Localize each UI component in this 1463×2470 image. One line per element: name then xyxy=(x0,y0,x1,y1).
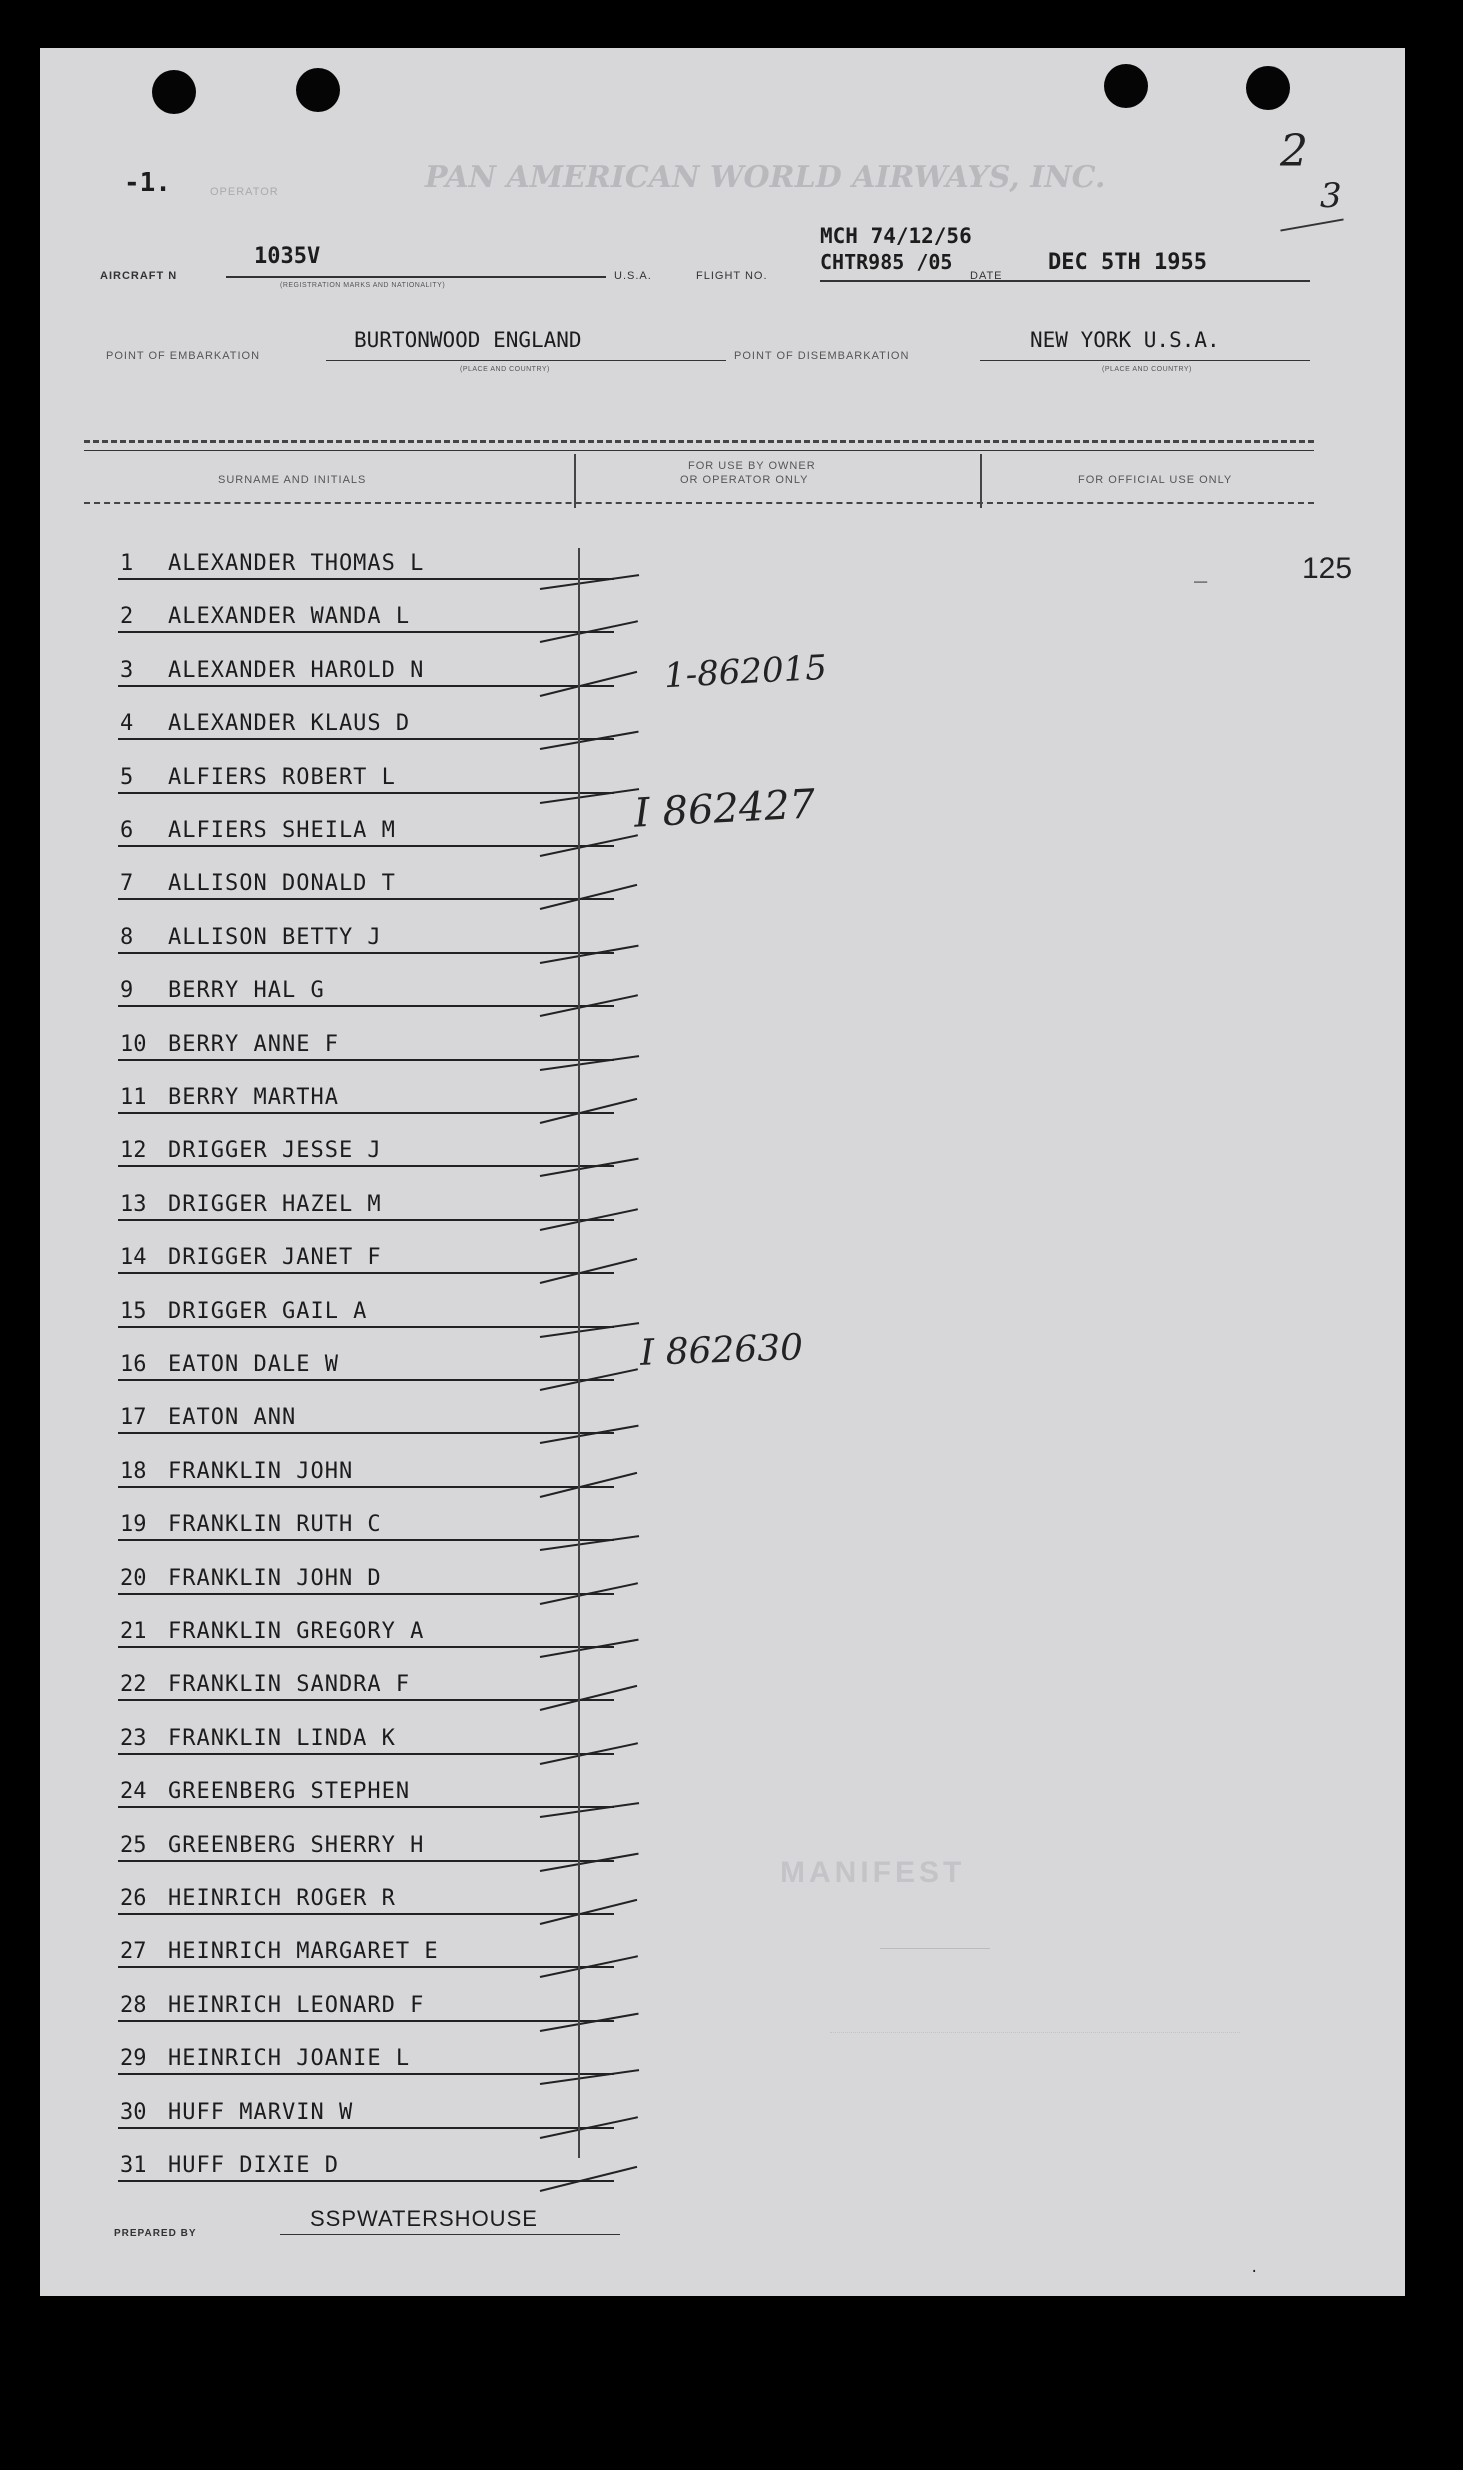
passenger-number: 25 xyxy=(120,1833,147,1858)
disembark-label: POINT OF DISEMBARKATION xyxy=(734,350,910,362)
column-owner-2: OR OPERATOR ONLY xyxy=(680,474,809,486)
passenger-number: 24 xyxy=(120,1779,147,1804)
manifest-page xyxy=(40,48,1405,2296)
passenger-number: 19 xyxy=(120,1512,147,1537)
flight-number: CHTR985 /05 xyxy=(820,250,953,274)
passenger-name: EATON DALE W xyxy=(168,1352,339,1377)
hand-note: I 862427 xyxy=(632,781,817,837)
passenger-name: FRANKLIN JOHN D xyxy=(168,1566,382,1591)
passenger-name: FRANKLIN GREGORY A xyxy=(168,1619,425,1644)
passenger-name: GREENBERG STEPHEN xyxy=(168,1779,411,1804)
disembark-value: NEW YORK U.S.A. xyxy=(1030,328,1220,352)
passenger-row xyxy=(118,1345,614,1381)
passenger-name: ALEXANDER WANDA L xyxy=(168,604,411,629)
aircraft-number: 1035V xyxy=(254,244,321,269)
passenger-row xyxy=(118,2039,614,2075)
page-mark-top: 2 xyxy=(1280,126,1308,177)
header-dashed-rule xyxy=(84,440,1314,443)
passenger-name: FRANKLIN RUTH C xyxy=(168,1512,382,1537)
passenger-row xyxy=(118,1719,614,1755)
passenger-number: 31 xyxy=(120,2153,147,2178)
aircraft-label: AIRCRAFT N xyxy=(100,270,178,282)
embark-label: POINT OF EMBARKATION xyxy=(106,350,261,362)
passenger-row xyxy=(118,864,614,900)
passenger-row xyxy=(118,1826,614,1862)
passenger-name: DRIGGER HAZEL M xyxy=(168,1192,382,1217)
passenger-number: 16 xyxy=(120,1352,147,1377)
passenger-number: 3 xyxy=(120,658,134,683)
passenger-number: 30 xyxy=(120,2100,147,2125)
embark-underline xyxy=(326,360,726,361)
stamp-line xyxy=(830,2032,1240,2033)
passenger-row xyxy=(118,1772,614,1808)
prepared-underline xyxy=(280,2234,620,2235)
passenger-row xyxy=(118,651,614,687)
passenger-name: HEINRICH MARGARET E xyxy=(168,1939,439,1964)
passenger-name: ALLISON BETTY J xyxy=(168,925,382,950)
usa-label: U.S.A. xyxy=(614,270,652,282)
passenger-name: BERRY ANNE F xyxy=(168,1032,339,1057)
passenger-row xyxy=(118,1398,614,1434)
date-label: DATE xyxy=(970,270,1003,282)
passenger-number: 7 xyxy=(120,871,134,896)
passenger-name: FRANKLIN LINDA K xyxy=(168,1726,396,1751)
passenger-number: 1 xyxy=(120,551,134,576)
prepared-value: SSPWATERSHOUSE xyxy=(310,2206,538,2231)
passenger-row xyxy=(118,1131,614,1167)
punch-hole xyxy=(296,68,340,112)
passenger-name: ALEXANDER HAROLD N xyxy=(168,658,425,683)
passenger-row xyxy=(118,704,614,740)
passenger-name: EATON ANN xyxy=(168,1405,297,1430)
embark-value: BURTONWOOD ENGLAND xyxy=(354,328,582,352)
operator-label: OPERATOR xyxy=(210,186,279,198)
flight-label: FLIGHT NO. xyxy=(696,270,768,282)
table-vertical-rule xyxy=(578,548,580,2158)
stamp-line xyxy=(880,1948,990,1949)
flight-ref: MCH 74/12/56 xyxy=(820,224,972,248)
passenger-name: DRIGGER GAIL A xyxy=(168,1299,368,1324)
date-underline xyxy=(820,280,1310,282)
header-rule xyxy=(84,450,1314,451)
hand-note: 1-862015 xyxy=(663,647,828,697)
passenger-name: FRANKLIN SANDRA F xyxy=(168,1672,411,1697)
aircraft-underline xyxy=(226,276,606,278)
passenger-number: 5 xyxy=(120,765,134,790)
passenger-name: ALEXANDER KLAUS D xyxy=(168,711,411,736)
passenger-row xyxy=(118,918,614,954)
passenger-name: HUFF MARVIN W xyxy=(168,2100,354,2125)
passenger-number: 17 xyxy=(120,1405,147,1430)
passenger-number: 27 xyxy=(120,1939,147,1964)
passenger-number: 21 xyxy=(120,1619,147,1644)
passenger-row xyxy=(118,1452,614,1488)
passenger-name: BERRY MARTHA xyxy=(168,1085,339,1110)
passenger-row xyxy=(118,1238,614,1274)
passenger-name: BERRY HAL G xyxy=(168,978,325,1003)
aircraft-sub: (REGISTRATION MARKS AND NATIONALITY) xyxy=(280,282,446,289)
column-header-bottom xyxy=(84,502,1314,504)
passenger-row xyxy=(118,1559,614,1595)
manifest-stamp: MANIFEST xyxy=(780,1856,966,1889)
passenger-name: GREENBERG SHERRY H xyxy=(168,1833,425,1858)
punch-hole xyxy=(152,70,196,114)
passenger-number: 26 xyxy=(120,1886,147,1911)
column-official: FOR OFFICIAL USE ONLY xyxy=(1078,474,1233,486)
passenger-number: 28 xyxy=(120,1993,147,2018)
passenger-name: HEINRICH LEONARD F xyxy=(168,1993,425,2018)
passenger-row xyxy=(118,1292,614,1328)
hand-note: I 862630 xyxy=(639,1327,804,1374)
column-surname: SURNAME AND INITIALS xyxy=(218,474,367,486)
disembark-underline xyxy=(980,360,1310,361)
passenger-row xyxy=(118,1025,614,1061)
punch-hole xyxy=(1246,66,1290,110)
passenger-name: ALFIERS ROBERT L xyxy=(168,765,396,790)
passenger-number: 23 xyxy=(120,1726,147,1751)
passenger-row xyxy=(118,2146,614,2182)
embark-sub: (PLACE AND COUNTRY) xyxy=(460,366,550,373)
passenger-number: 29 xyxy=(120,2046,147,2071)
passenger-row xyxy=(118,1185,614,1221)
page-mark-bottom: 3 xyxy=(1320,176,1342,216)
passenger-number: 8 xyxy=(120,925,134,950)
disembark-sub: (PLACE AND COUNTRY) xyxy=(1102,366,1192,373)
passenger-row xyxy=(118,2093,614,2129)
passenger-number: 12 xyxy=(120,1138,147,1163)
official-dash: _ xyxy=(1194,558,1208,583)
passenger-name: HEINRICH JOANIE L xyxy=(168,2046,411,2071)
prepared-label: PREPARED BY xyxy=(114,2228,197,2239)
passenger-number: 10 xyxy=(120,1032,147,1057)
passenger-name: ALEXANDER THOMAS L xyxy=(168,551,425,576)
passenger-number: 9 xyxy=(120,978,134,1003)
corner-mark: . xyxy=(1250,2260,1259,2276)
date-value: DEC 5TH 1955 xyxy=(1048,250,1207,275)
passenger-name: HEINRICH ROGER R xyxy=(168,1886,396,1911)
passenger-name: DRIGGER JANET F xyxy=(168,1245,382,1270)
passenger-number: 15 xyxy=(120,1299,147,1324)
passenger-row xyxy=(118,1505,614,1541)
passenger-row xyxy=(118,1612,614,1648)
passenger-row xyxy=(118,1078,614,1114)
passenger-name: DRIGGER JESSE J xyxy=(168,1138,382,1163)
passenger-number: 22 xyxy=(120,1672,147,1697)
passenger-number: 18 xyxy=(120,1459,147,1484)
passenger-row xyxy=(118,597,614,633)
passenger-row xyxy=(118,1665,614,1701)
passenger-row xyxy=(118,758,614,794)
passenger-number: 11 xyxy=(120,1085,147,1110)
passenger-number: 20 xyxy=(120,1566,147,1591)
punch-hole xyxy=(1104,64,1148,108)
passenger-row xyxy=(118,971,614,1007)
operator-mark: -1. xyxy=(124,168,171,198)
passenger-number: 2 xyxy=(120,604,134,629)
column-divider xyxy=(980,454,982,508)
passenger-number: 14 xyxy=(120,1245,147,1270)
page-mark-stroke xyxy=(1280,218,1343,231)
passenger-row xyxy=(118,811,614,847)
passenger-row xyxy=(118,1879,614,1915)
operator-name: PAN AMERICAN WORLD AIRWAYS, INC. xyxy=(425,160,1106,195)
passenger-number: 4 xyxy=(120,711,134,736)
passenger-name: ALFIERS SHEILA M xyxy=(168,818,396,843)
passenger-row xyxy=(118,1932,614,1968)
passenger-name: ALLISON DONALD T xyxy=(168,871,396,896)
passenger-number: 13 xyxy=(120,1192,147,1217)
official-count: 125 xyxy=(1302,552,1353,585)
passenger-name: HUFF DIXIE D xyxy=(168,2153,339,2178)
column-divider xyxy=(574,454,576,508)
passenger-row xyxy=(118,544,614,580)
column-owner-1: FOR USE BY OWNER xyxy=(688,460,816,472)
passenger-number: 6 xyxy=(120,818,134,843)
passenger-row xyxy=(118,1986,614,2022)
passenger-name: FRANKLIN JOHN xyxy=(168,1459,354,1484)
